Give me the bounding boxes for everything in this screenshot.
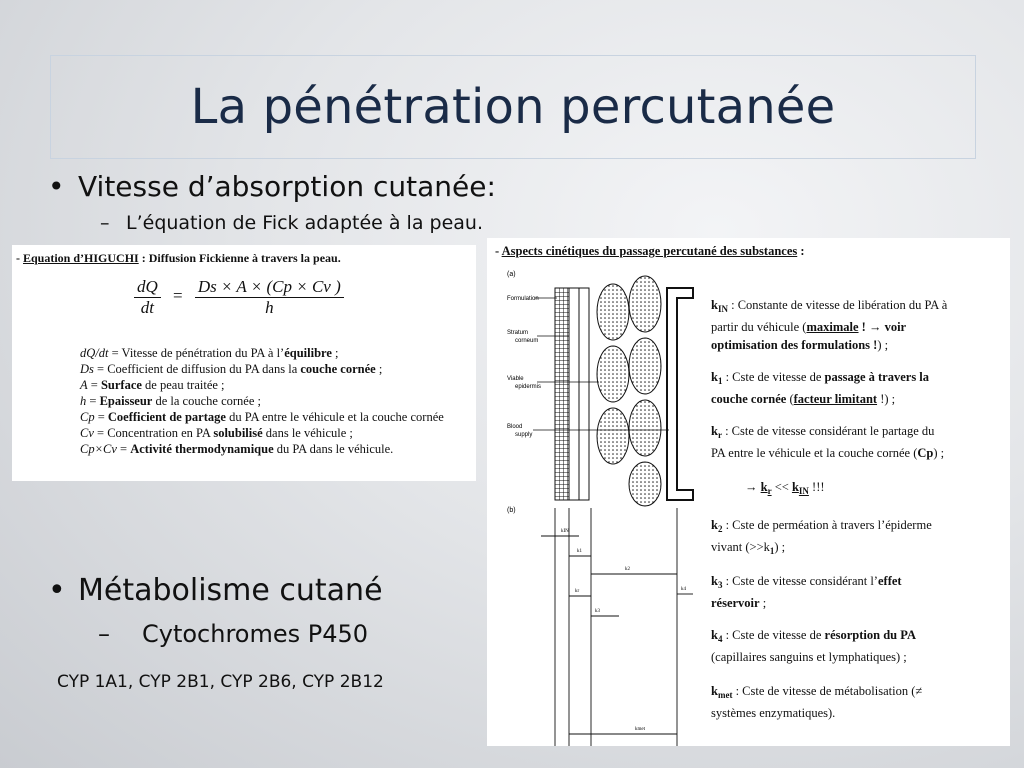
heading-prefix: - [16, 251, 23, 265]
formula-rhs-num: Ds × A × (Cp × Cv ) [195, 277, 344, 298]
title-frame [50, 55, 976, 159]
def-text: = [86, 394, 100, 408]
k-text: PA entre le véhicule et la couche cornée ( [711, 446, 918, 460]
sub-bullet-dash: – [98, 620, 110, 648]
cell-4 [629, 276, 661, 332]
def-sym: Cp×Cv [80, 442, 117, 456]
def-ds [80, 361, 444, 377]
def-bold: solubilisé [213, 426, 263, 440]
def-end: du PA dans le véhicule. [273, 442, 394, 456]
def-kmet [711, 682, 922, 722]
k-sub: r [767, 486, 772, 496]
k-text: : Cste de vitesse de métabolisation (≠ [732, 684, 923, 698]
k-bold: ! → voir [858, 320, 907, 334]
sub-bullet-dash: – [100, 212, 110, 234]
cyp-list: CYP 1A1, CYP 2B1, CYP 2B6, CYP 2B12 [57, 672, 384, 692]
formula-lhs [134, 277, 161, 318]
k-label: k [711, 424, 718, 438]
k-sub: 1 [769, 546, 775, 556]
k-text: partir du véhicule ( [711, 320, 807, 334]
k-text: !) ; [877, 392, 896, 406]
k-sub: 1 [717, 376, 723, 386]
label-viable: Viable [507, 376, 524, 382]
kinetic-scheme [541, 508, 693, 746]
slide-title: La pénétration percutanée [190, 79, 836, 135]
def-bold: Coefficient de partage [107, 410, 226, 424]
def-sym: Cp [80, 410, 95, 424]
higuchi-heading [16, 251, 341, 266]
def-text: = [94, 410, 108, 424]
k-text: vivant (>>k [711, 540, 770, 554]
label-corneum: corneum [515, 338, 539, 344]
def-cp [80, 409, 444, 425]
bullet-dot: • [48, 170, 65, 203]
label-epidermis: epidermis [515, 384, 542, 390]
label-supply: supply [515, 432, 533, 438]
higuchi-definitions [80, 345, 444, 457]
def-k2 [711, 516, 932, 560]
label-formulation: Formulation [507, 296, 539, 302]
cell-7 [629, 462, 661, 506]
def-end: ; [375, 362, 383, 376]
k-bold: facteur limitant [793, 392, 878, 406]
def-text: = Concentration en PA [93, 426, 214, 440]
def-h [80, 393, 444, 409]
k-text: : Cste de vitesse de [722, 370, 825, 384]
k-label: k [760, 480, 768, 494]
sub-bullet-fick [100, 212, 483, 234]
def-cv [80, 425, 444, 441]
k-sub: 3 [717, 580, 723, 590]
cell-1 [597, 284, 629, 340]
k-label: k [711, 574, 718, 588]
k-text: ) ; [877, 338, 889, 352]
cell-6 [629, 400, 661, 456]
bullet-absorption [48, 170, 496, 203]
k-label: k [791, 480, 799, 494]
def-bold: équilibre [284, 346, 332, 360]
k-label: k [711, 370, 718, 384]
heading-prefix: - [495, 244, 502, 258]
arrow-glyph: → [745, 480, 761, 494]
cell-5 [629, 338, 661, 394]
formula-lhs-num: dQ [134, 277, 161, 298]
stratum-corneum-layer [555, 288, 569, 500]
higuchi-formula [134, 277, 344, 318]
def-sym: Cv [80, 426, 94, 440]
def-end: ; [331, 346, 339, 360]
def-kin [711, 296, 947, 354]
label-k4: k4 [681, 587, 686, 592]
def-text: = Coefficient de diffusion du PA dans la [93, 362, 301, 376]
diagram-label-b: (b) [507, 507, 516, 514]
k-text: systèmes enzymatiques). [711, 706, 836, 720]
k-text: << [771, 480, 792, 494]
def-k3 [711, 572, 902, 612]
formula-equals: = [173, 286, 183, 306]
def-bold: Epaisseur [99, 394, 153, 408]
sub-bullet-cytochromes-text: Cytochromes P450 [142, 620, 369, 648]
k-sub: 4 [717, 634, 723, 644]
k-bold: optimisation des formulations ! [711, 338, 878, 352]
k-bold: passage à travers la [824, 370, 930, 384]
def-kr [711, 422, 944, 462]
heading-rest: : Diffusion Fickienne à travers la peau. [138, 251, 341, 265]
def-sym: A [80, 378, 88, 392]
k-bold: Cp [917, 446, 934, 460]
formula-rhs-den: h [265, 298, 274, 317]
def-end: de peau traitée ; [141, 378, 225, 392]
def-bold: Surface [100, 378, 142, 392]
def-k4 [711, 626, 916, 666]
label-kmet: kmet [635, 727, 645, 732]
k-label: k [711, 518, 718, 532]
k-text: (capillaires sanguins et lymphatiques) ; [711, 650, 907, 664]
k-sub: IN [717, 304, 728, 314]
label-k2: k2 [625, 567, 630, 572]
skin-diagram [487, 264, 707, 746]
cell-3 [597, 408, 629, 464]
def-text: = [87, 378, 101, 392]
label-k1: k1 [577, 549, 582, 554]
heading-rest: : [797, 244, 805, 258]
kinetics-heading [495, 244, 805, 259]
heading-underlined: Aspects cinétiques du passage percutané des substances [501, 244, 798, 258]
k-text: : Constante de vitesse de libération du PA à [727, 298, 948, 312]
k-sub: IN [798, 486, 809, 496]
k-text: : Cste de vitesse considérant le partage du [721, 424, 935, 438]
heading-underlined: Equation d’HIGUCHI [23, 251, 139, 265]
k-sub: r [717, 430, 722, 440]
higuchi-equation-panel [12, 245, 476, 481]
sub-bullet-fick-text: L’équation de Fick adaptée à la peau. [126, 212, 483, 234]
k-bold: résorption du PA [824, 628, 916, 642]
def-bold: Activité thermodynamique [130, 442, 274, 456]
bullet-metabolism [48, 573, 383, 608]
label-k3: k3 [595, 609, 600, 614]
k-label: k [711, 684, 718, 698]
cell-2 [597, 346, 629, 402]
def-end: dans le véhicule ; [262, 426, 353, 440]
def-k1 [711, 368, 929, 408]
def-bold: couche cornée [300, 362, 376, 376]
def-rate [80, 345, 444, 361]
formula-rhs [195, 277, 344, 318]
label-kin: kIN [561, 529, 569, 534]
bullet-metabolism-text: Métabolisme cutané [78, 573, 383, 608]
kinetics-panel [487, 238, 1010, 746]
def-sym: h [80, 394, 87, 408]
k-sub: met [717, 690, 733, 700]
sub-bullet-cytochromes [98, 620, 368, 648]
k-bold: couche cornée [711, 392, 787, 406]
bullet-dot: • [48, 573, 66, 608]
k-text: !!! [808, 480, 825, 494]
def-a [80, 377, 444, 393]
k-text: ) ; [774, 540, 786, 554]
blood-vessel [667, 288, 693, 500]
k-text: ( [786, 392, 794, 406]
label-kr: kr [575, 589, 580, 594]
formula-lhs-den: dt [140, 298, 154, 317]
def-sym: dQ/dt [80, 346, 109, 360]
k-bold: maximale [806, 320, 859, 334]
k-text: : Cste de perméation à travers l’épiderme [722, 518, 932, 532]
k-label: k [711, 298, 718, 312]
k-text: ; [759, 596, 767, 610]
label-stratum: Stratum [507, 330, 529, 336]
def-text: = Vitesse de pénétration du PA à l’ [108, 346, 285, 360]
k-bold: effet [877, 574, 902, 588]
diagram-label-a: (a) [507, 271, 516, 278]
k-bold: réservoir [711, 596, 760, 610]
def-cpcv [80, 441, 444, 457]
k-label: k [711, 628, 718, 642]
def-text: = [116, 442, 131, 456]
k-sub: 2 [717, 524, 723, 534]
def-end: de la couche cornée ; [152, 394, 261, 408]
k-text: : Cste de vitesse de [722, 628, 825, 642]
bullet-absorption-text: Vitesse d’absorption cutanée: [78, 170, 496, 203]
k-text: : Cste de vitesse considérant l’ [722, 574, 878, 588]
k-text: ) ; [933, 446, 945, 460]
label-blood: Blood [507, 424, 523, 430]
def-sym: Ds [80, 362, 94, 376]
def-ineq [745, 478, 825, 500]
def-end: du PA entre le véhicule et la couche cornée [225, 410, 444, 424]
